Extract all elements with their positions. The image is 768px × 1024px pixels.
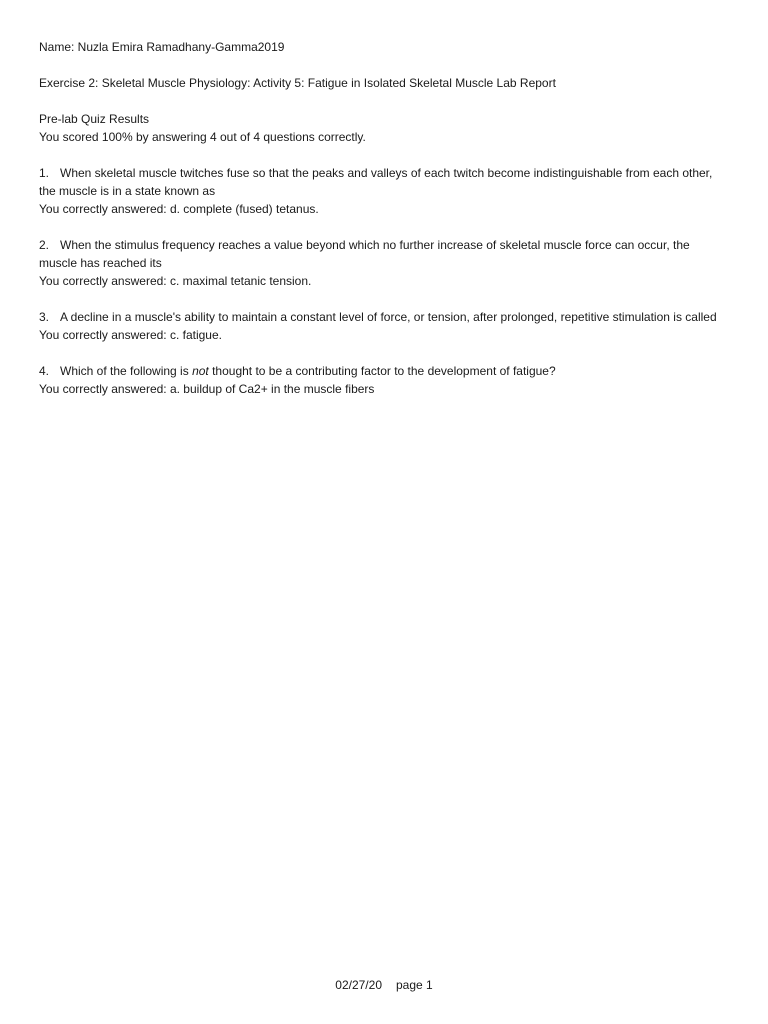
question-emphasis: not: [192, 364, 209, 378]
report-page: [39, 38, 729, 398]
spacer: [39, 218, 729, 236]
quiz-score: You scored 100% by answering 4 out of 4 questions correctly.: [39, 130, 366, 144]
exercise-title: Exercise 2: Skeletal Muscle Physiology: Activity 5: Fatigue in Isolated Skeletal Muscle Lab Report: [39, 76, 556, 90]
question-prompt: A decline in a muscle's ability to maintain a constant level of force, or tension, after prolonged, repetitive stimulation is called: [60, 310, 717, 324]
question-answer: You correctly answered: c. maximal tetanic tension.: [39, 274, 312, 288]
question-number: 3.: [39, 310, 50, 324]
question-text: [39, 236, 729, 272]
question-number: 2.: [39, 238, 50, 252]
question-number: 4.: [39, 364, 50, 378]
spacer: [39, 56, 729, 74]
page-footer: [0, 977, 768, 993]
question-4: [39, 362, 729, 398]
question-answer: You correctly answered: a. buildup of Ca2+ in the muscle fibers: [39, 382, 375, 396]
question-prompt: When the stimulus frequency reaches a value beyond which no further increase of skeletal muscle force can occur, the muscle has reached its: [39, 238, 690, 270]
question-text: [39, 362, 729, 380]
question-text: [39, 308, 729, 326]
question-number: 1.: [39, 166, 50, 180]
quiz-title: Pre-lab Quiz Results: [39, 112, 150, 126]
question-3: [39, 308, 729, 344]
question-answer: You correctly answered: d. complete (fused) tetanus.: [39, 202, 319, 216]
question-answer: You correctly answered: c. fatigue.: [39, 328, 222, 342]
spacer: [39, 290, 729, 308]
question-1: [39, 164, 729, 218]
footer-page-number: page 1: [396, 978, 433, 992]
spacer: [39, 92, 729, 110]
question-prompt: When skeletal muscle twitches fuse so that the peaks and valleys of each twitch become indistinguishable from each other, the muscle is in a state known as: [39, 166, 713, 198]
question-prompt-before: Which of the following is: [60, 364, 193, 378]
question-text: [39, 164, 729, 200]
student-name: Name: Nuzla Emira Ramadhany-Gamma2019: [39, 40, 285, 54]
question-prompt-after: thought to be a contributing factor to the development of fatigue?: [208, 364, 556, 378]
footer-date: 02/27/20: [335, 978, 382, 992]
spacer: [39, 344, 729, 362]
spacer: [39, 146, 729, 164]
question-2: [39, 236, 729, 290]
